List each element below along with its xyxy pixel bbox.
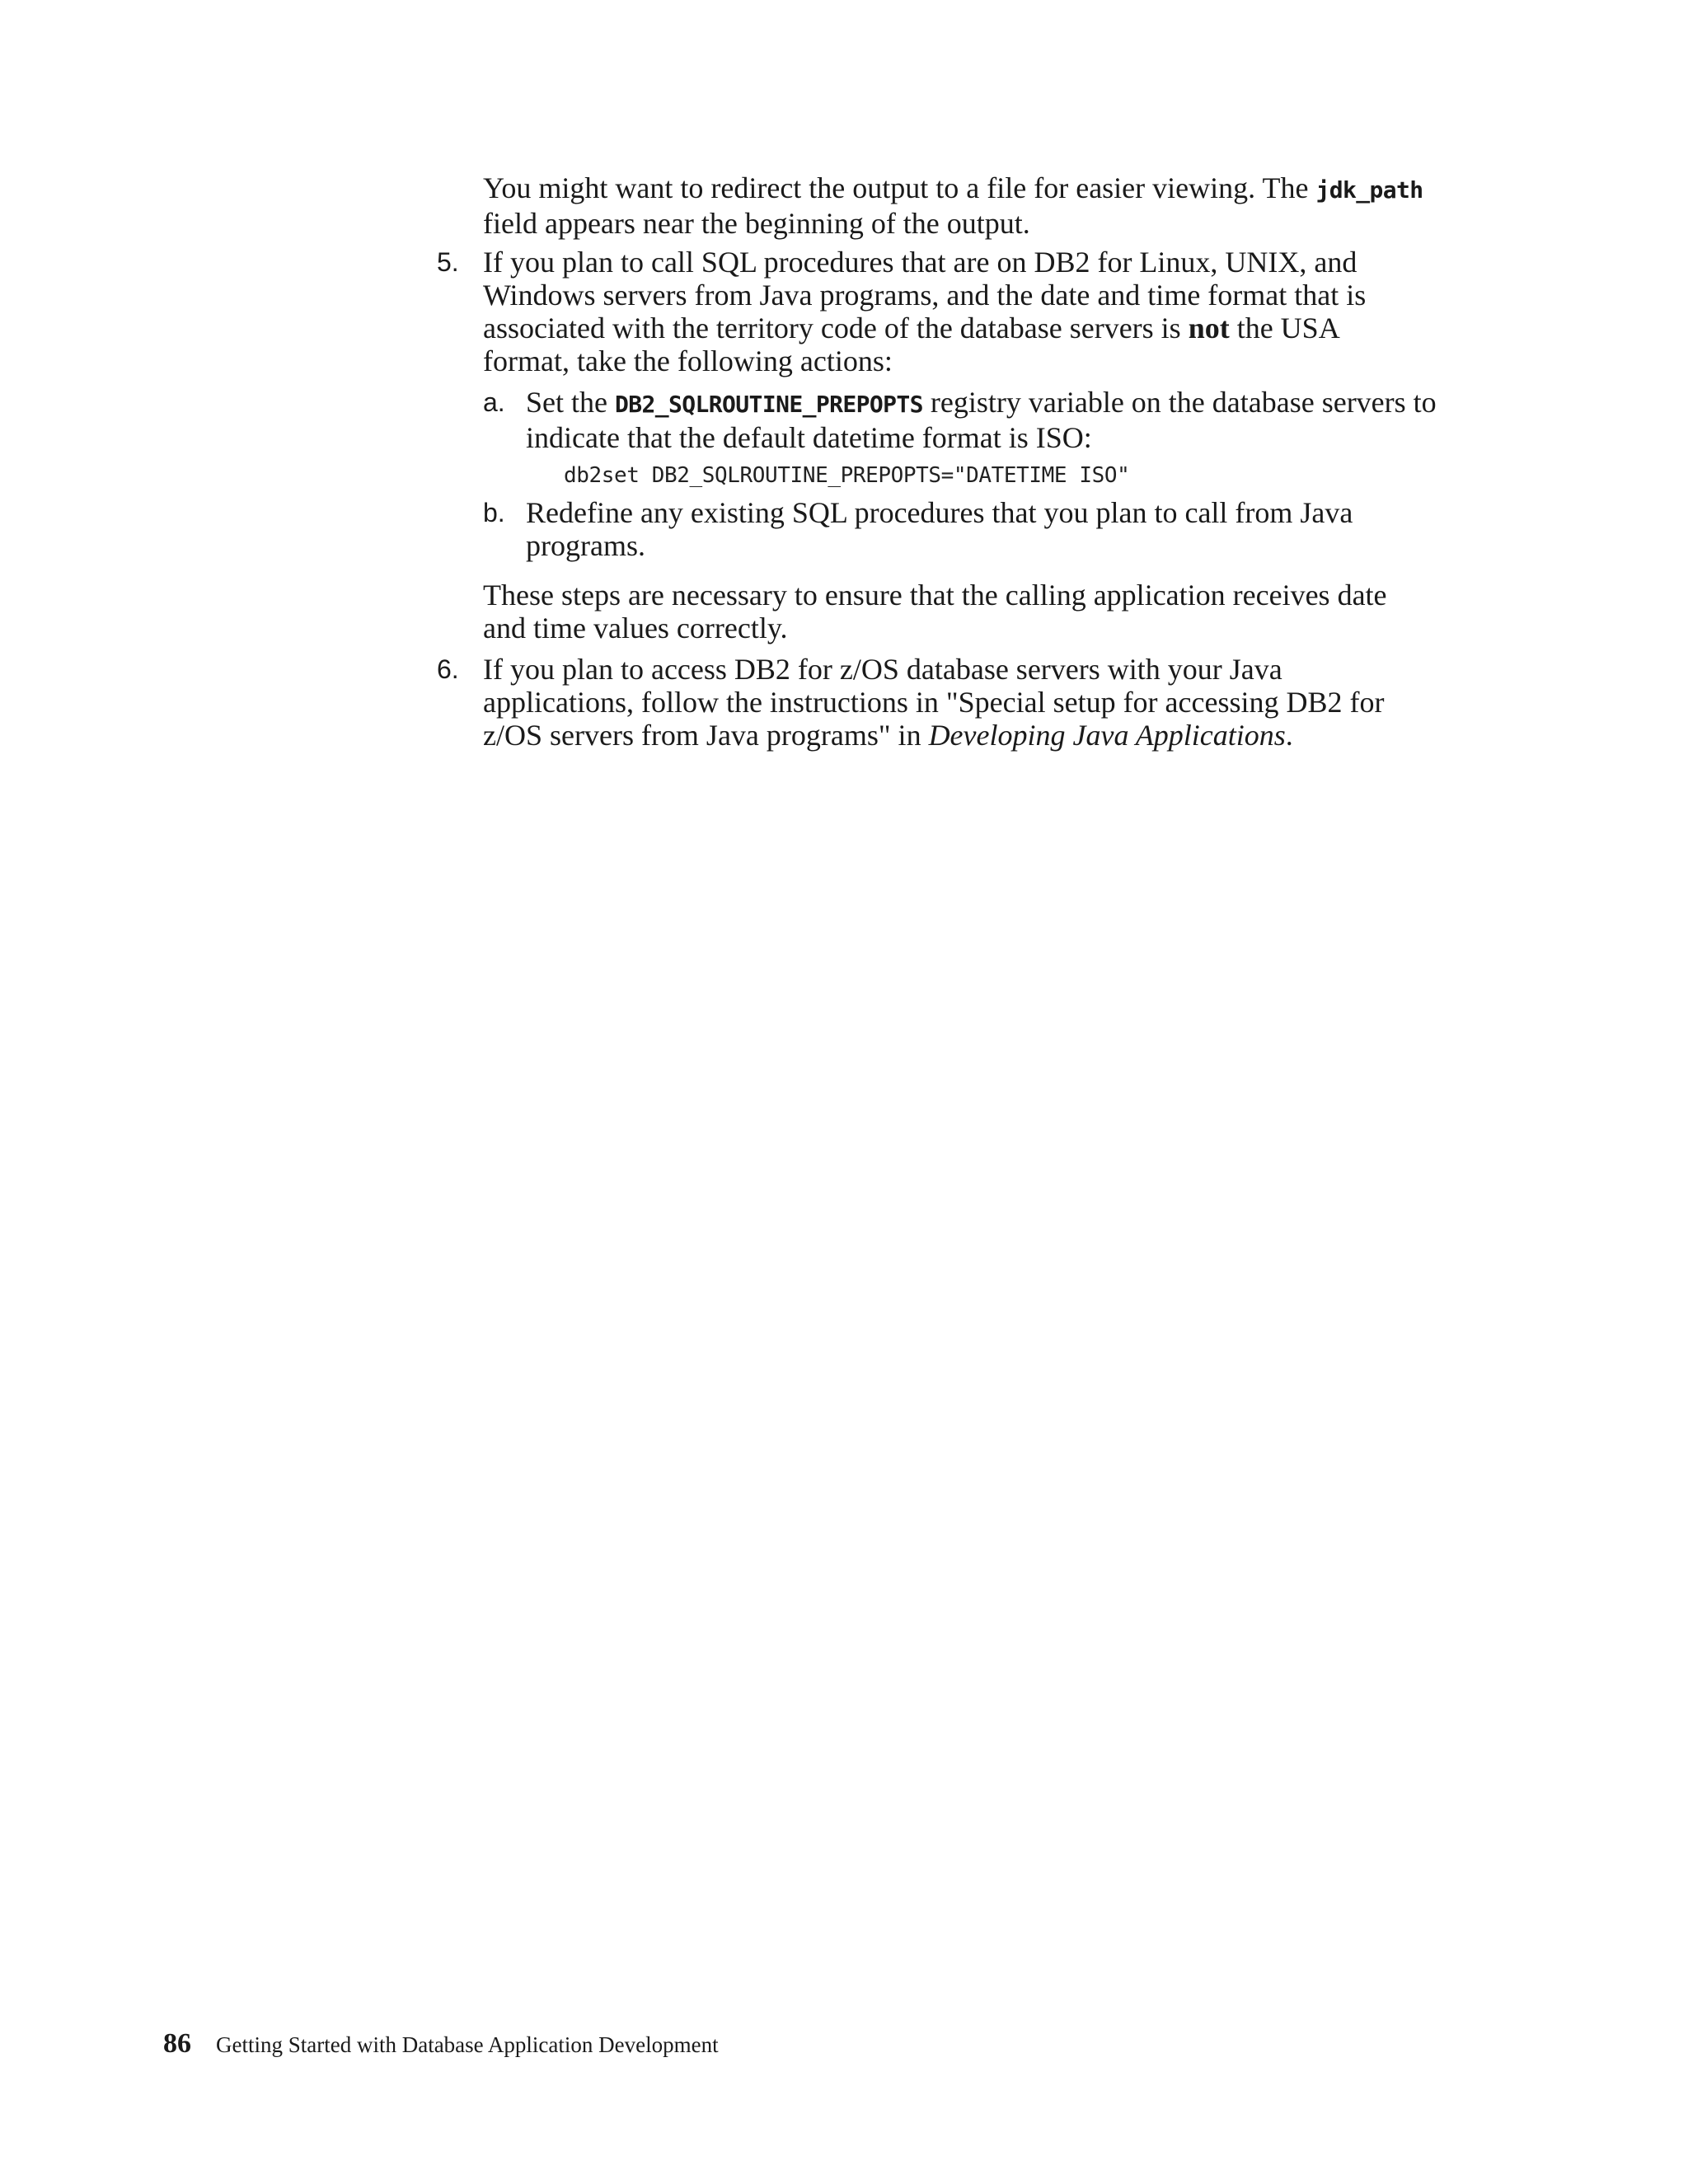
db2set-command: db2set DB2_SQLROUTINE_PREPOPTS="DATETIME ISO" <box>564 463 1130 488</box>
step-5a-text: Set the DB2_SQLROUTINE_PREPOPTS registry variable on the database servers to indicate that the default datetime format is ISO: <box>526 386 1437 454</box>
not-emphasis: not <box>1188 312 1230 344</box>
step-5-number: 5. <box>437 247 459 277</box>
step-6-text: If you plan to access DB2 for z/OS database servers with your Java applications, follow the instructions in "Special setup for accessing DB2 for z/OS servers from Java programs" in Developing Java Applications. <box>483 653 1385 752</box>
step-5-text: If you plan to call SQL procedures that are on DB2 for Linux, UNIX, and Windows servers from Java programs, and the date and time format that is associated with the territory code of the database servers is not the USA format, take the following actions: <box>483 246 1367 377</box>
step-5a-letter: a. <box>483 387 505 417</box>
intro-line-1: You might want to redirect the output to a file for easier viewing. The jdk_path <box>483 171 1423 204</box>
step-5b-letter: b. <box>483 498 505 527</box>
step-5-note: These steps are necessary to ensure that the calling application receives date and time values correctly. <box>483 579 1387 644</box>
intro-line-2: field appears near the beginning of the output. <box>483 207 1030 240</box>
page-number: 86 <box>163 2028 191 2059</box>
step-5b-text: Redefine any existing SQL procedures that you plan to call from Java programs. <box>526 496 1353 562</box>
intro-paragraph <box>483 171 1472 240</box>
registry-variable-code: DB2_SQLROUTINE_PREPOPTS <box>614 391 923 418</box>
page-footer <box>163 2027 719 2061</box>
book-reference: Developing Java Applications <box>928 719 1286 752</box>
step-6-number: 6. <box>437 654 459 684</box>
jdk-path-code: jdk_path <box>1315 176 1423 204</box>
book-title: Getting Started with Database Application Development <box>216 2032 719 2057</box>
